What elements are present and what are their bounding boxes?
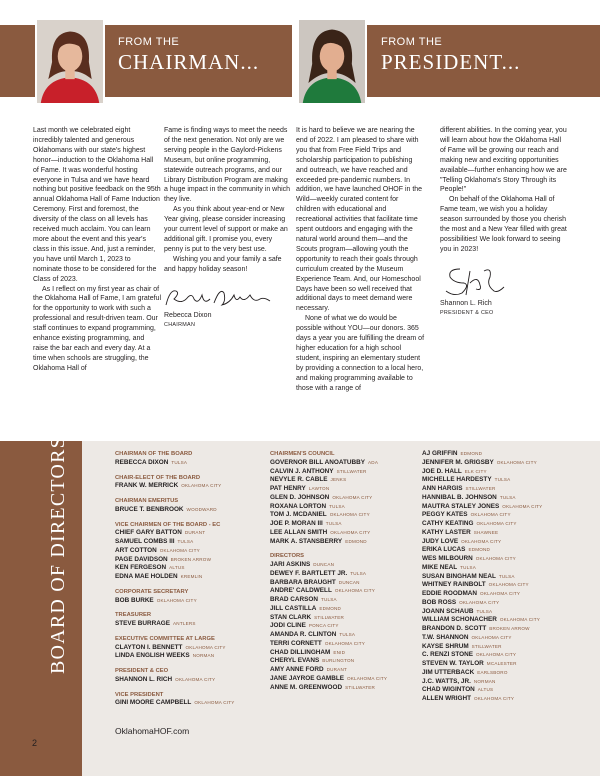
board-member-name: TOM J. MCDANIEL (270, 511, 327, 519)
board-member (422, 686, 582, 695)
board-member-city: OKLAHOMA CITY (185, 644, 226, 650)
board-member-name: BOB ROSS (422, 598, 457, 606)
board-member-name: LINDA ENGLISH WEEKS (115, 652, 190, 660)
board-member-name: KAYSE SHRUM (422, 642, 469, 650)
board-member-name: ALLEN WRIGHT (422, 695, 471, 702)
board-member-name: CHERYL EVANS (270, 657, 320, 665)
board-member-city: SHAWNEE (473, 529, 499, 535)
president-paragraph-2-part-2: different abilities. In the coming year, you will learn about how the Oklahoma Hall of Fame will be growing our reach and making new and exciting opportunities available—further enhancing how we are "Telling Oklahoma's Story Through its People!" (440, 127, 567, 194)
board-member (422, 555, 582, 564)
board-member-city: EDMOND (460, 451, 483, 456)
board-member-city: TULSA (350, 570, 367, 576)
board-member (270, 666, 418, 675)
board-member-name: ANDRE' CALDWELL (270, 587, 332, 595)
board-member-name: DEWEY F. BARTLETT JR. (270, 569, 348, 577)
board-member (115, 506, 260, 515)
board-member (422, 590, 582, 599)
board-member-name: JUDY LOVE (422, 537, 459, 545)
board-member (422, 634, 582, 643)
board-member-city: EARLSBORO (477, 669, 508, 675)
board-member-city: TULSA (339, 632, 356, 637)
board-member-name: LEE ALLAN SMITH (270, 528, 328, 536)
board-member (422, 660, 582, 669)
board-member-city: OKLAHOMA CITY (159, 547, 200, 553)
board-member (115, 529, 260, 538)
board-member-name: REBECCA DIXON (115, 458, 169, 466)
board-member-name: KATHY LASTER (422, 528, 471, 536)
board-member-name: JENNIFER M. GRIGSBY (422, 458, 494, 466)
board-member-name: CHAD DILLINGHAM (270, 648, 331, 656)
president-letter-col-2 (440, 126, 568, 319)
board-member-city: MCALESTER (486, 661, 517, 666)
board-member (270, 640, 418, 649)
board-member-name: WES MILBOURN (422, 555, 473, 562)
board-member (422, 564, 582, 573)
board-member (270, 561, 418, 570)
board-section-heading: CHAIR-ELECT OF THE BOARD (115, 474, 201, 481)
board-member-city: WOODWARD (186, 506, 217, 512)
board-member-name: HANNIBAL B. JOHNSON (422, 493, 497, 501)
board-member (422, 476, 582, 485)
board-member (422, 616, 582, 625)
board-member (115, 676, 260, 685)
board-member-name: BRANDON D. SCOTT (422, 625, 487, 632)
board-member-city: NORMAN (192, 653, 215, 659)
board-member-name: T.W. SHANNON (422, 633, 469, 641)
board-member (115, 459, 260, 468)
board-member-city: TULSA (325, 521, 342, 526)
chairman-signature-title: CHAIRMAN (164, 321, 196, 328)
board-member (270, 503, 418, 512)
board-member (270, 511, 418, 520)
board-member (270, 468, 418, 477)
board-member-name: ANNE M. GREENWOOD (270, 683, 343, 691)
board-member-city: DURANT (184, 530, 206, 536)
board-member-city: ENID (333, 649, 346, 655)
board-member-city: TULSA (460, 564, 476, 570)
president-header-title: PRESIDENT... (381, 50, 521, 74)
board-member (270, 587, 418, 596)
board-member (115, 597, 260, 606)
board-member-name: AMANDA R. CLINTON (270, 631, 337, 638)
board-member-name: JOE D. HALL (422, 467, 462, 475)
president-signature-image (440, 265, 510, 299)
board-member (422, 450, 582, 459)
board-member-name: MICHELLE HARDESTY (422, 476, 492, 484)
board-member (422, 625, 582, 634)
website-link[interactable]: OklahomaHOF.com (115, 726, 190, 736)
board-member (422, 695, 582, 704)
board-member (422, 468, 582, 477)
board-member (270, 476, 418, 485)
board-member-city: TULSA (171, 459, 188, 465)
board-member (115, 644, 260, 653)
president-letter-col-1 (296, 126, 424, 393)
board-member-city: DURANT (326, 667, 347, 672)
board-member-name: GINI MOORE CAMPBELL (115, 699, 192, 707)
board-member (422, 503, 582, 512)
chairman-header-title: CHAIRMAN... (118, 50, 260, 74)
page-number: 2 (32, 738, 38, 748)
board-member (270, 485, 418, 494)
board-member (270, 520, 418, 529)
board-member-name: SHANNON L. RICH (115, 675, 173, 683)
board-member (270, 494, 418, 503)
board-member-name: WHITNEY RAINBOLT (422, 581, 486, 589)
board-member-name: ROXANA LORTON (270, 502, 327, 510)
board-member (115, 482, 260, 491)
chairman-header-kicker: FROM THE (118, 36, 180, 48)
board-section-heading: CHAIRMAN EMERITUS (115, 498, 179, 504)
board-member-name: CHIEF GARY BATTON (115, 529, 182, 537)
board-member (422, 538, 582, 547)
board-member-name: JANE JAYROE GAMBLE (270, 674, 344, 682)
board-member-city: OKLAHOMA CITY (476, 521, 517, 526)
board-member-name: CLAYTON I. BENNETT (115, 643, 183, 651)
chairman-paragraph-1: Last month we celebrated eight incredibly talented and generous Oklahomans with our state's highest honor—induction to the Oklahoma Hall of Fame. It was wonderful hosting everyone in Tulsa and we have heard nothing but positive feedback on the 95th annual Oklahoma Hall of Fame Induction Ceremony. First and foremost, the diversity of the class on all levels has received much acclaim. You can learn more about the event and this year's class in this issue. And, just a reminder, you have until March 1, 2023 to nominate those to be considered for the Class of 2023. (33, 127, 161, 283)
board-member-name: NEVYLE R. CABLE (270, 476, 328, 484)
board-member-city: STILLWATER (465, 486, 496, 491)
board-member-name: JIM UTTERBACK (422, 668, 475, 676)
board-member-city: ALTUS (169, 565, 185, 571)
board-member (422, 651, 582, 660)
board-member-city: OKLAHOMA CITY (194, 700, 235, 706)
chairman-signature-name: Rebecca Dixon (164, 311, 212, 319)
board-member (115, 699, 260, 708)
board-member-city: EDMOND (319, 605, 342, 611)
chairman-letter-col-2 (164, 126, 292, 330)
president-header-kicker: FROM THE (381, 36, 443, 48)
president-signature-name: Shannon L. Rich (440, 299, 492, 307)
board-member-name: JOANN SCHAUB (422, 607, 474, 615)
board-member (422, 520, 582, 529)
board-member-city: TULSA (329, 503, 345, 509)
board-member-name: SUSAN BINGHAM NEAL (422, 572, 496, 580)
board-section-heading: PRESIDENT & CEO (115, 668, 169, 674)
board-member-city: OKLAHOMA CITY (324, 640, 365, 646)
board-member (270, 657, 418, 666)
board-member-name: GLEN D. JOHNSON (270, 493, 330, 501)
board-section-heading: DIRECTORS (270, 553, 305, 560)
board-member-city: OKLAHOMA CITY (156, 597, 197, 603)
board-section-heading: TREASURER (115, 612, 152, 619)
board-member-name: AJ GRIFFIN (422, 450, 458, 457)
chairman-paragraph-2-part-2: Fame is finding ways to meet the needs of the next generation. Not only are we serving people in the Gaylord-Pickens Museum, but online programming, statewide outreach programs, and our Library Distribution Program are making a huge impact in the community in which they live. (164, 127, 291, 204)
board-member (422, 608, 582, 617)
board-member-city: OKLAHOMA CITY (332, 494, 373, 500)
board-member-city: BROKEN ARROW (489, 626, 530, 631)
board-member (270, 684, 418, 693)
board-member-name: EDDIE ROODMAN (422, 590, 478, 597)
board-member-city: STILLWATER (345, 684, 376, 690)
board-member-city: STILLWATER (314, 614, 345, 620)
board-member (422, 643, 582, 652)
board-member-name: AMY ANNE FORD (270, 666, 324, 673)
board-member-city: OKLAHOMA CITY (480, 591, 521, 596)
board-member-name: ANN HARGIS (422, 485, 463, 492)
board-member-name: J.C. WATTS, JR. (422, 677, 471, 685)
board-member-name: JILL CASTILLA (270, 604, 317, 612)
board-member-city: OKLAHOMA CITY (330, 529, 371, 535)
board-section-heading: CORPORATE SECRETARY (115, 588, 189, 595)
board-member-city: ALTUS (477, 687, 494, 693)
board-member-city: OKLAHOMA CITY (488, 582, 529, 588)
board-member-name: BARBARA BRAUGHT (270, 578, 336, 586)
board-member-city: OKLAHOMA CITY (476, 652, 517, 658)
board-member (270, 622, 418, 631)
president-photo (297, 18, 367, 105)
board-member-city: OKLAHOMA CITY (475, 556, 516, 561)
board-member-city: OKLAHOMA CITY (470, 512, 511, 518)
board-section-heading: CHAIRMEN'S COUNCIL (270, 451, 335, 457)
board-member-city: BURLINGTON (322, 658, 355, 664)
board-section-heading: EXECUTIVE COMMITTEE AT LARGE (115, 635, 215, 642)
board-member-city: TULSA (476, 608, 493, 614)
board-member (115, 620, 260, 629)
president-paragraph-2-part-1: None of what we do would be possible without YOU—our donors. 365 days a year you are fulfilling the dream of higher education for a high school student, inspiring an elementary student by providing a connection to a local hero, and making programming available to those with a range of (296, 315, 425, 392)
board-member (422, 678, 582, 687)
board-member-name: WILLIAM SCHONACHER (422, 616, 497, 624)
board-member-name: STEVEN W. TAYLOR (422, 660, 484, 667)
board-section-heading: CHAIRMAN OF THE BOARD (115, 451, 193, 457)
board-member-name: BOB BURKE (115, 596, 154, 604)
board-member (422, 573, 582, 582)
board-member (422, 494, 582, 503)
board-member-city: NORMAN (473, 678, 496, 684)
board-member (270, 538, 418, 547)
board-member-name: CATHY KEATING (422, 520, 474, 527)
chairman-signature-image (164, 285, 274, 311)
board-member (422, 529, 582, 538)
board-member-name: STEVE BURRAGE (115, 620, 171, 627)
board-member-name: TERRI CORNETT (270, 639, 322, 647)
board-member-name: JARI ASKINS (270, 561, 311, 568)
board-member-name: FRANK W. MERRICK (115, 482, 179, 490)
board-member-name: PAGE DAVIDSON (115, 555, 168, 563)
board-member (115, 538, 260, 547)
board-member-city: OKLAHOMA CITY (471, 634, 512, 640)
board-member-city: TULSA (494, 477, 511, 483)
board-member-city: ADA (368, 459, 379, 465)
president-paragraph-1: It is hard to believe we are nearing the end of 2022. I am pleased to share with you that from Free Field Trips and scholarship participation to publishing and outreach, we have reached and exceeded pre-pandemic numbers. In addition, we have launched OHOF in the Wild—weekly curated content for children with educational and recreational activities that facilitate time spent outdoors and engaging with the natural world around them—and the Scouts program—allowing youth the opportunity to reach their goals through curriculum created by the Museum Experience Team. And, our Homeschool Days have been so well received that additional days to meet demand were necessary. (296, 127, 423, 313)
board-member-city: JENKS (330, 477, 347, 483)
board-member (422, 459, 582, 468)
board-member (115, 573, 260, 582)
board-member-name: ART COTTON (115, 546, 157, 554)
board-title: BOARD OF DIRECTORS (47, 436, 69, 674)
board-member (270, 596, 418, 605)
board-member (115, 652, 260, 661)
chairman-paragraph-3: As you think about year-end or New Year giving, please consider increasing your current level of support or make an additional gift. I promise you, every penny is put to the very best use. (164, 206, 288, 253)
board-member-city: BROKEN ARROW (170, 556, 212, 562)
board-member (270, 605, 418, 614)
board-member (270, 579, 418, 588)
board-member-name: STAN CLARK (270, 613, 312, 621)
board-member-name: JODI CLINE (270, 622, 306, 630)
board-member-name: BRAD CARSON (270, 596, 318, 603)
board-member (422, 511, 582, 520)
chairman-paragraph-4: Wishing you and your family a safe and happy holiday season! (164, 255, 282, 273)
board-member-name: BRUCE T. BENBROOK (115, 505, 184, 513)
board-member (115, 547, 260, 556)
board-member-name: MAUTRA STALEY JONES (422, 502, 500, 510)
board-member-city: TULSA (499, 494, 516, 500)
board-member-city: STILLWATER (471, 643, 502, 649)
board-member-city: EDMOND (345, 538, 367, 544)
board-member-city: PONCA CITY (308, 623, 339, 629)
board-member (270, 631, 418, 640)
board-member (115, 556, 260, 565)
board-member (115, 564, 260, 573)
board-member-city: OKLAHOMA CITY (499, 617, 541, 623)
board-member-city: EDMOND (468, 547, 491, 553)
board-member-city: ANTLERS (173, 621, 196, 626)
chairman-letter-col-1 (33, 126, 161, 374)
board-column-3 (422, 450, 582, 704)
board-member-city: TULSA (320, 597, 337, 602)
board-member-name: CALVIN J. ANTHONY (270, 467, 334, 475)
board-section-heading: VICE CHAIRMEN OF THE BOARD - EC (115, 521, 221, 528)
board-member-city: TULSA (177, 539, 194, 544)
board-member-city: ELK CITY (464, 468, 487, 474)
board-member-city: OKLAHOMA CITY (474, 696, 515, 701)
board-member-city: OKLAHOMA CITY (461, 538, 502, 544)
board-member-name: CHAD WIGINTON (422, 686, 475, 694)
board-member-name: GOVERNOR BILL ANOATUBBY (270, 458, 366, 466)
board-member-city: KREMLIN (180, 574, 203, 579)
board-member-name: C. RENZI STONE (422, 651, 474, 659)
president-paragraph-3: On behalf of the Oklahoma Hall of Fame team, we wish you a holiday season surrounded by those you cherish the most and a New Year filled with great possibilities! We look forward to seeing you in 2023! (440, 196, 567, 253)
board-member-name: JOE P. MORAN III (270, 520, 323, 527)
board-member (422, 546, 582, 555)
board-member-city: OKLAHOMA CITY (334, 588, 375, 594)
board-member (422, 669, 582, 678)
board-member-name: MARK A. STANSBERRY (270, 537, 343, 545)
board-member (270, 570, 418, 579)
board-member-city: OKLAHOMA CITY (181, 483, 222, 489)
board-member (270, 529, 418, 538)
board-member-city: TULSA (498, 573, 515, 579)
board-member-city: DUNCAN (313, 562, 335, 567)
board-member-city: OKLAHOMA CITY (329, 512, 370, 518)
board-member-city: OKLAHOMA CITY (175, 676, 216, 682)
board-member-name: EDNA MAE HOLDEN (115, 573, 178, 580)
board-member-city: STILLWATER (336, 468, 367, 474)
board-member-name: PAT HENRY (270, 485, 306, 492)
board-member-name: ERIKA LUCAS (422, 546, 466, 554)
board-member-city: OKLAHOMA CITY (496, 459, 537, 465)
board-member (270, 675, 418, 684)
board-member-city: LAWTON (308, 486, 330, 491)
board-member (270, 649, 418, 658)
board-member (270, 459, 418, 468)
president-signature-title: PRESIDENT & CEO (440, 309, 494, 316)
board-member-name: SAMUEL COMBS III (115, 538, 175, 545)
chairman-photo (35, 18, 105, 105)
board-member (422, 581, 582, 590)
board-member-city: DUNCAN (338, 579, 360, 585)
board-column-2 (270, 450, 418, 692)
board-column-1 (115, 450, 260, 708)
board-member (422, 485, 582, 494)
board-member-city: OKLAHOMA CITY (459, 599, 500, 605)
board-section-heading: VICE PRESIDENT (115, 691, 164, 698)
board-member-name: PEGGY KATES (422, 511, 468, 519)
board-member (422, 599, 582, 608)
board-member (270, 614, 418, 623)
board-member-name: MIKE NEAL (422, 563, 458, 571)
board-member-name: KEN FERGESON (115, 564, 167, 572)
chairman-paragraph-2-part-1: As I reflect on my first year as chair of the Oklahoma Hall of Fame, I am grateful for the opportunity to work with such a professional and result-driven team. Our staff continues to expand programming, enhance existing programming, and raise the bar each and every day. At a time when schools are struggling, the Oklahoma Hall of (33, 285, 161, 372)
board-member-city: OKLAHOMA CITY (502, 503, 543, 509)
board-member-city: OKLAHOMA CITY (346, 675, 388, 681)
